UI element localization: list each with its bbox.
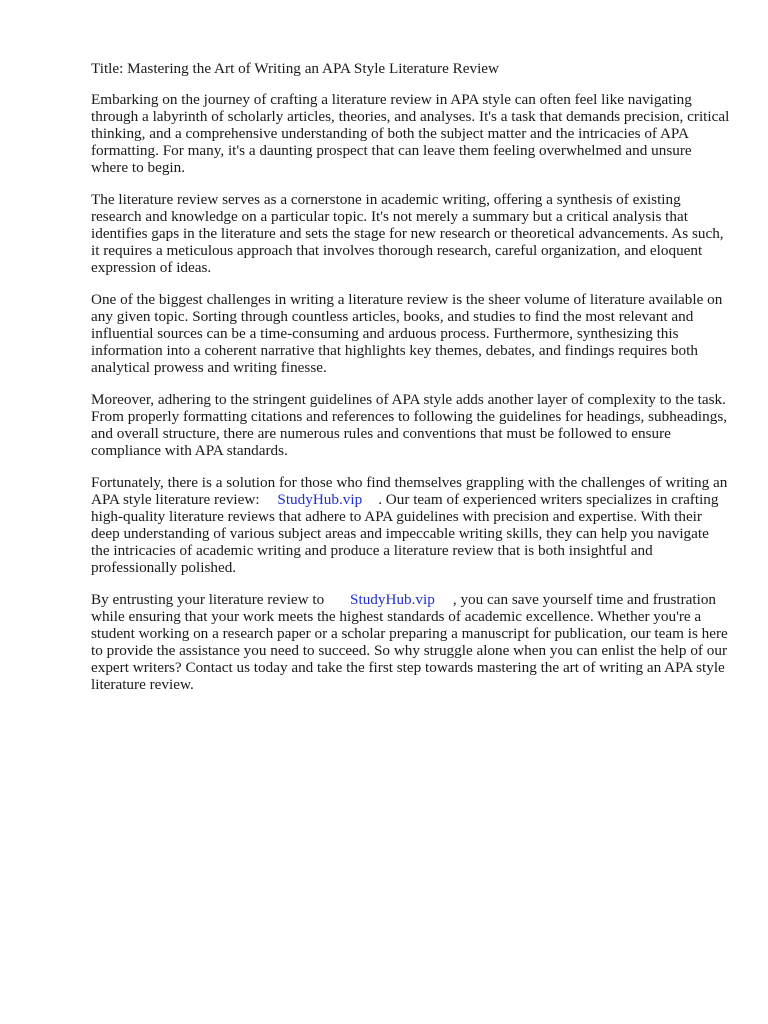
document-page (91, 60, 731, 708)
paragraph-solution-text-after: . Our team of experienced writers specializes in crafting high-quality literature reviews that adhere to APA guidelines with precision and expertise. With their deep understanding of various subject areas and impeccable writing skills, they can help you navigate the intricacies of academic writing and produce a literature review that is both insightful and professionally polished. (91, 491, 719, 576)
paragraph-call-to-action (91, 591, 731, 693)
paragraph-cta-text-after: , you can save yourself time and frustration while ensuring that your work meets the highest standards of academic excellence. Whether you're a student working on a research paper or a scholar preparing a manuscript for publication, our team is here to provide the assistance you need to succeed. So why struggle alone when you can enlist the help of our expert writers? Contact us today and take the first step towards mastering the art of writing an APA style literature review. (91, 591, 728, 693)
document-title: Title: Mastering the Art of Writing an APA Style Literature Review (91, 60, 500, 77)
paragraph-challenges: One of the biggest challenges in writing a literature review is the sheer volume of literature available on any given topic. Sorting through countless articles, books, and studies to find the most relevant and influential sources can be a time-consuming and arduous process. Furthermore, synthesizing this information into a coherent narrative that highlights key themes, debates, and findings requires both analytical prowess and writing finesse. (91, 291, 723, 376)
paragraph-solution (91, 474, 731, 576)
paragraph-cornerstone: The literature review serves as a cornerstone in academic writing, offering a synthesis of existing research and knowledge on a particular topic. It's not merely a summary but a critical analysis that identifies gaps in the literature and sets the stage for new research or theoretical advancements. As such, it requires a meticulous approach that involves thorough research, careful organization, and eloquent expression of ideas. (91, 191, 724, 276)
studyhub-link[interactable]: StudyHub.vip (277, 491, 363, 508)
paragraph-solution-text-before: Fortunately, there is a solution for those who find themselves grappling with the challenges of writing an APA style literature review: (91, 474, 728, 508)
paragraph-intro: Embarking on the journey of crafting a literature review in APA style can often feel like navigating through a labyrinth of scholarly articles, theories, and analyses. It's a task that demands precision, critical thinking, and a comprehensive understanding of both the subject matter and the intricacies of APA formatting. For many, it's a daunting prospect that can leave them feeling overwhelmed and unsure where to begin. (91, 91, 730, 176)
studyhub-link-cta[interactable]: StudyHub.vip (350, 591, 435, 608)
paragraph-apa-guidelines: Moreover, adhering to the stringent guidelines of APA style adds another layer of complexity to the task. From properly formatting citations and references to following the guidelines for headings, subheadings, and overall structure, there are numerous rules and conventions that must be followed to ensure compliance with APA standards. (91, 391, 728, 459)
paragraph-cta-text-before: By entrusting your literature review to (91, 591, 325, 608)
